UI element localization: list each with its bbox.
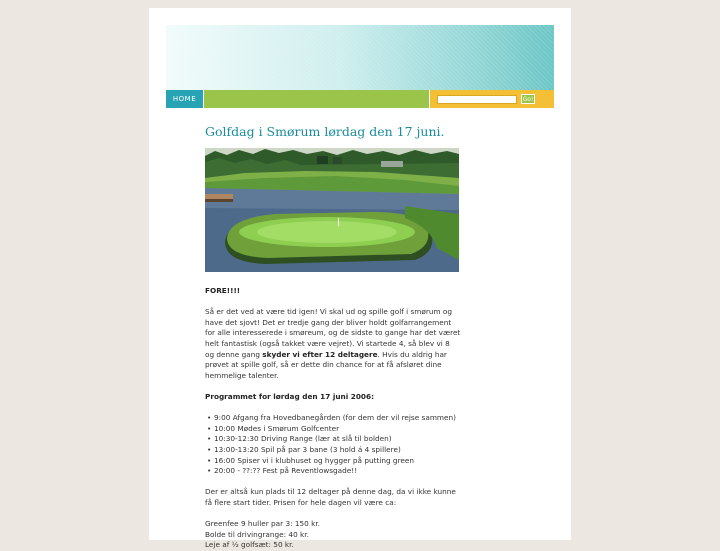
price-line: Leje af ½ golfsæt: 50 kr.: [205, 540, 294, 550]
nav-home-link[interactable]: HOME: [166, 90, 204, 108]
header-banner: [166, 25, 554, 90]
post-title[interactable]: Golfdag i Smørum lørdag den 17 juni.: [205, 124, 445, 139]
nav-spacer: [204, 90, 430, 108]
search-button[interactable]: Go!: [522, 95, 534, 103]
search-input[interactable]: [437, 95, 517, 104]
intro-paragraph: Så er det ved at være tid igen! Vi skal ud og spille golf i smørum og have det sjovt! Det er tredje gang der bliver holdt golfarrangement for alle interesserede i smøreum, og de sidste to gange har det været helt fantastisk (også takket være vejret). Vi startede 4, så blev vi 8 og denne gang skyder vi efter 12 deltagere. Hvis du aldrig har prøvet at spille golf, så er dette din chance for at få afsløret dine hemmelige talenter.: [205, 307, 461, 380]
price-line: Greenfee 9 huller par 3: 150 kr.: [205, 519, 321, 529]
list-item: • 10:30-12:30 Driving Range (lær at slå til bolden): [214, 434, 461, 445]
post-content: [205, 124, 461, 551]
search-form: [430, 90, 554, 108]
post-heading-short: FORE!!!!: [205, 286, 241, 295]
page-container: [149, 8, 571, 550]
price-list: [205, 519, 461, 551]
list-item: • 9:00 Afgang fra Hovedbanegården (for dem der vil rejse sammen): [214, 413, 461, 424]
golf-course-photo: [205, 148, 459, 272]
after-program-paragraph: Der er altså kun plads til 12 deltager på denne dag, da vi ikke kunne få flere start tider. Prisen for hele dagen vil være ca:: [205, 487, 456, 507]
navigation-bar: [166, 90, 554, 108]
list-item: • 10:00 Mødes i Smørum Golfcenter: [214, 424, 461, 435]
list-item: • 13:00-13:20 Spil på par 3 bane (3 hold á 4 spillere): [214, 445, 461, 456]
program-list: [214, 413, 461, 477]
list-item: • 20:00 - ??:?? Fest på Reventlowsgade!!: [214, 466, 461, 477]
program-heading: Programmet for lørdag den 17 juni 2006:: [205, 391, 375, 401]
price-line: Bolde til drivingrange: 40 kr.: [205, 529, 309, 539]
list-item: • 16:00 Spiser vi i klubhuset og hygger på putting green: [214, 456, 461, 467]
